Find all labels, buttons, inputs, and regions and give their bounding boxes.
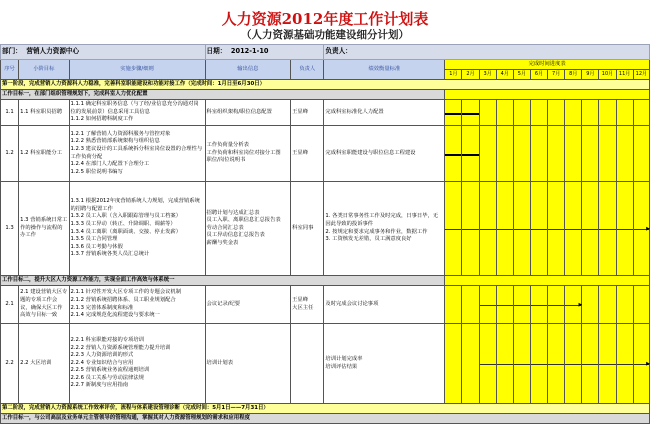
- gantt-arrow: [565, 364, 581, 365]
- gantt-arrow: [582, 229, 598, 230]
- dept-value: 营销人力资源中心: [26, 47, 80, 56]
- month-cell: [530, 126, 547, 182]
- gantt-arrow: [599, 364, 615, 365]
- month-cell: [599, 182, 616, 276]
- month-cell: [462, 324, 479, 404]
- month-cell: [616, 100, 633, 126]
- month-cell: [616, 126, 633, 182]
- gantt-arrow: [497, 364, 513, 365]
- month-cell: [565, 100, 582, 126]
- arrowhead-icon: ▶: [578, 301, 583, 308]
- month-cell: [462, 126, 479, 182]
- month-cell: [582, 286, 599, 324]
- gantt-arrow: [548, 229, 564, 230]
- row-steps: 1.3.1 根据2012年度营销系统人力规划，完成营销系统的招聘与配置工作 1.3.2 员工入职（含入职跟踪管理与员工档案） 1.3.3 员工异动（转正、升降调职、调薪等） 1.3.4 员工离职（离职面谈、交接、停止发薪） 1.3.5 员工合同管理 1.3.6 员工考勤与休假 1.3.7 营销系统各类人员汇总统计: [69, 182, 205, 276]
- gantt-arrow: [480, 364, 496, 365]
- row-standard: 完成科室标准化人力配置: [324, 100, 445, 126]
- table-row: [1, 126, 650, 182]
- month-cell: [479, 286, 496, 324]
- month-header: 5月: [513, 70, 530, 80]
- row-standard: 1. 各类日常事务性工作及时完成，日事日毕，无因此导致的投诉事件 2. 按规定和要求完成事务和作业，数据工作 3. 工资核发无差错，员工满意度良好: [324, 182, 445, 276]
- work-goal-3-label: 工作目标一，与公司高层及业务单元主管领导的管理沟通，掌握其对人力资源管理规划的需求和应用程度: [1, 414, 650, 424]
- date-value: 2012-1-10: [230, 47, 269, 56]
- row-steps: 2.1.1 针对性开发大区专项工作的专题会议机制 2.1.2 营销系统招聘体系、员工职业规划配合 2.1.3 完善体系制度和标准 2.1.4 完成规范化流程建设与要求统一: [69, 286, 205, 324]
- month-cell: [496, 100, 513, 126]
- col-header-goal: 小阶目标: [19, 60, 69, 80]
- col-header-owner: 负责人: [291, 60, 324, 80]
- date-label: 日期：: [206, 47, 227, 56]
- month-cell: [548, 324, 565, 404]
- stage-row: [1, 80, 650, 90]
- month-cell: [445, 100, 462, 126]
- month-cell: [599, 126, 616, 182]
- month-header: 11月: [616, 70, 633, 80]
- gantt-arrow: [514, 305, 530, 306]
- month-cell: [513, 324, 530, 404]
- date-cell: [205, 45, 324, 60]
- month-cell: [548, 100, 565, 126]
- month-header: 9月: [582, 70, 599, 80]
- stage-row: [1, 404, 650, 414]
- arrowhead-icon: ▶: [646, 225, 650, 232]
- row-goal: 1.3 营销系统日常工作的操作与流程的办工作: [19, 182, 69, 276]
- month-cell: [599, 286, 616, 324]
- month-header: 3月: [479, 70, 496, 80]
- month-cell: [599, 100, 616, 126]
- row-owner: 科室同事: [291, 182, 324, 276]
- col-header-standard: 绩效衡量标准: [324, 60, 445, 80]
- gantt-bar: [445, 113, 461, 115]
- row-output: 科室组织架构/职位信息配置: [205, 100, 291, 126]
- month-cell: [445, 126, 462, 182]
- row-no: 2.1: [1, 286, 19, 324]
- month-cell: [565, 324, 582, 404]
- row-standard: 培训计划完成率 培训评估结果: [324, 324, 445, 404]
- month-header: 12月: [633, 70, 649, 80]
- month-cell: [548, 286, 565, 324]
- gantt-arrow: [445, 229, 461, 230]
- month-header: 6月: [530, 70, 547, 80]
- month-cell: [496, 182, 513, 276]
- work-goal-2-label: 工作目标二，提升大区人力资源工作能力，实现全面工作高效与体系统一: [1, 276, 445, 286]
- dept-cell: [1, 45, 206, 60]
- row-standard: 完成科室职能建设与职位信息工程建设: [324, 126, 445, 182]
- gantt-arrow: [531, 229, 547, 230]
- month-header: 8月: [565, 70, 582, 80]
- month-header: 7月: [548, 70, 565, 80]
- page-subtitle: （人力资源基础功能建设细分计划）: [241, 29, 409, 41]
- month-header: 4月: [496, 70, 513, 80]
- month-cell: [616, 182, 633, 276]
- gantt-arrow: [617, 229, 633, 230]
- month-cell: [530, 324, 547, 404]
- work-goal-row: [1, 276, 650, 286]
- month-cell: [633, 126, 649, 182]
- work-goal-1-timeline: [445, 90, 650, 100]
- stage-1-label: 第一阶段，完成营销人力资源科人力稳准，完善科室职能建设和功能对接工作（完成时间：1月日至6月30日）: [1, 80, 650, 90]
- gantt-arrow: [531, 305, 547, 306]
- row-steps: 2.2.1 科室职能对接的专项培训 2.2.2 营销人力资源系统管理能力提升培训 2.2.3 人力资源培训的形式 2.2.4 专业知识结合与应用 2.2.5 营销系统业务流程通则培训 2.2.6 员工关系与劳动法律法规 2.2.7 新制度与应用指南: [69, 324, 205, 404]
- row-no: 1.3: [1, 182, 19, 276]
- row-owner: 王显峰 大区主任: [291, 286, 324, 324]
- month-cell: [462, 286, 479, 324]
- row-output: 培训计划表: [205, 324, 291, 404]
- row-steps: 1.1.1 确定科室职务信息（与了经/业信息充分沟通对岗位的发展前景）信息采用工具信息 1.1.2 如何招聘科制度工作: [69, 100, 205, 126]
- month-cell: [633, 286, 649, 324]
- month-cell: [633, 324, 649, 404]
- row-no: 1.2: [1, 126, 19, 182]
- month-header: 1月: [445, 70, 462, 80]
- month-header: 2月: [462, 70, 479, 80]
- month-cell: [496, 126, 513, 182]
- month-cell: [496, 324, 513, 404]
- stage-2-label: 第二阶段，完成营销人力资源系统工作效率评价，流程与体系建设管理诊断（完成时间：5月1日——7月31日）: [1, 404, 650, 414]
- month-cell: [582, 324, 599, 404]
- gantt-arrow: [462, 229, 478, 230]
- row-owner: 王显峰: [291, 126, 324, 182]
- plan-table: [0, 44, 650, 424]
- col-header-no: 序号: [1, 60, 19, 80]
- table-row: [1, 182, 650, 276]
- month-cell: [633, 182, 649, 276]
- month-cell: [496, 286, 513, 324]
- row-standard: 及时完成会议讨论事项: [324, 286, 445, 324]
- month-cell: [616, 286, 633, 324]
- month-cell: [582, 126, 599, 182]
- gantt-arrow: [480, 305, 496, 306]
- table-row: [1, 324, 650, 404]
- month-cell: [479, 100, 496, 126]
- gantt-arrow: [565, 229, 581, 230]
- row-goal: 1.1 科室职员招聘: [19, 100, 69, 126]
- month-cell: [445, 286, 462, 324]
- row-goal: 2.1 建设营销大区专题的专项工作会议，确保大区工作高效与目标一致: [19, 286, 69, 324]
- month-cell: [530, 100, 547, 126]
- work-goal-row: [1, 90, 650, 100]
- table-row: [1, 286, 650, 324]
- month-cell: [633, 100, 649, 126]
- row-owner: [291, 324, 324, 404]
- gantt-bar: [462, 154, 478, 156]
- col-header-steps: 实施步骤/细则: [69, 60, 205, 80]
- gantt-arrow: [548, 364, 564, 365]
- gantt-arrow: [480, 229, 496, 230]
- row-goal: 1.2 科室职能分工: [19, 126, 69, 182]
- gantt-arrow: [497, 305, 513, 306]
- row-owner: 王显峰: [291, 100, 324, 126]
- row-goal: 2.2 大区培训: [19, 324, 69, 404]
- row-steps: 1.2.1 了解营销人力资源科服务与管控对象 1.2.2 熟悉营销部系统架构与组织信息 1.2.3 建议设计的工具系统拆分科室岗位设置的合理性与工作负荷分配 1.2.4 在部门人力配置下合理分工 1.2.5 职位说明书编写: [69, 126, 205, 182]
- month-cell: [462, 100, 479, 126]
- month-cell: [599, 324, 616, 404]
- table-row: [1, 100, 650, 126]
- gantt-bar: [445, 154, 461, 156]
- month-cell: [462, 182, 479, 276]
- page-title: 人力资源2012年度工作计划表: [221, 10, 429, 28]
- work-goal-1-label: 工作目标一，在部门组织管理规划下，完成科室人力优化配置: [1, 90, 445, 100]
- month-cell: [582, 100, 599, 126]
- month-header: 10月: [599, 70, 616, 80]
- month-cell: [565, 126, 582, 182]
- gantt-arrow: [599, 229, 615, 230]
- row-no: 1.1: [1, 100, 19, 126]
- month-cell: [530, 182, 547, 276]
- gantt-arrow: [582, 364, 598, 365]
- month-cell: [530, 286, 547, 324]
- header-row-1: [1, 60, 650, 70]
- row-no: 2.2: [1, 324, 19, 404]
- month-cell: [548, 182, 565, 276]
- work-goal-2-timeline: [445, 276, 650, 286]
- col-header-output: 输出信息: [205, 60, 291, 80]
- month-cell: [445, 324, 462, 404]
- month-cell: [565, 182, 582, 276]
- owner-label: 负责人：: [325, 47, 352, 56]
- owner-cell: [324, 45, 650, 60]
- month-cell: [548, 126, 565, 182]
- month-cell: [445, 182, 462, 276]
- row-output: 工作负荷量分析表 工作负荷和科室岗位对接分工图 职位/岗位说明书: [205, 126, 291, 182]
- work-goal-row: [1, 414, 650, 424]
- gantt-arrow: [514, 364, 530, 365]
- month-cell: [513, 182, 530, 276]
- row-output: 会议记录/纪要: [205, 286, 291, 324]
- row-output: 招聘计划与达成汇总表 员工入职、离职信息汇总报告表 劳动合同汇总表 员工异动信息汇总报告表 薪酬与奖金表: [205, 182, 291, 276]
- arrowhead-icon: ▶: [646, 360, 650, 367]
- dept-label: 部门：: [2, 47, 22, 56]
- month-cell: [479, 182, 496, 276]
- month-cell: [513, 100, 530, 126]
- month-cell: [479, 324, 496, 404]
- month-cell: [582, 182, 599, 276]
- info-row: [1, 45, 650, 60]
- month-cell: [513, 126, 530, 182]
- gantt-arrow: [617, 364, 633, 365]
- gantt-arrow: [497, 229, 513, 230]
- col-header-progress: 完成时间进度表: [445, 60, 650, 70]
- gantt-bar: [462, 113, 478, 115]
- gantt-arrow: [531, 364, 547, 365]
- month-cell: [513, 286, 530, 324]
- month-cell: [616, 324, 633, 404]
- gantt-arrow: [514, 229, 530, 230]
- month-cell: [565, 286, 582, 324]
- month-cell: [479, 126, 496, 182]
- gantt-arrow: [548, 305, 564, 306]
